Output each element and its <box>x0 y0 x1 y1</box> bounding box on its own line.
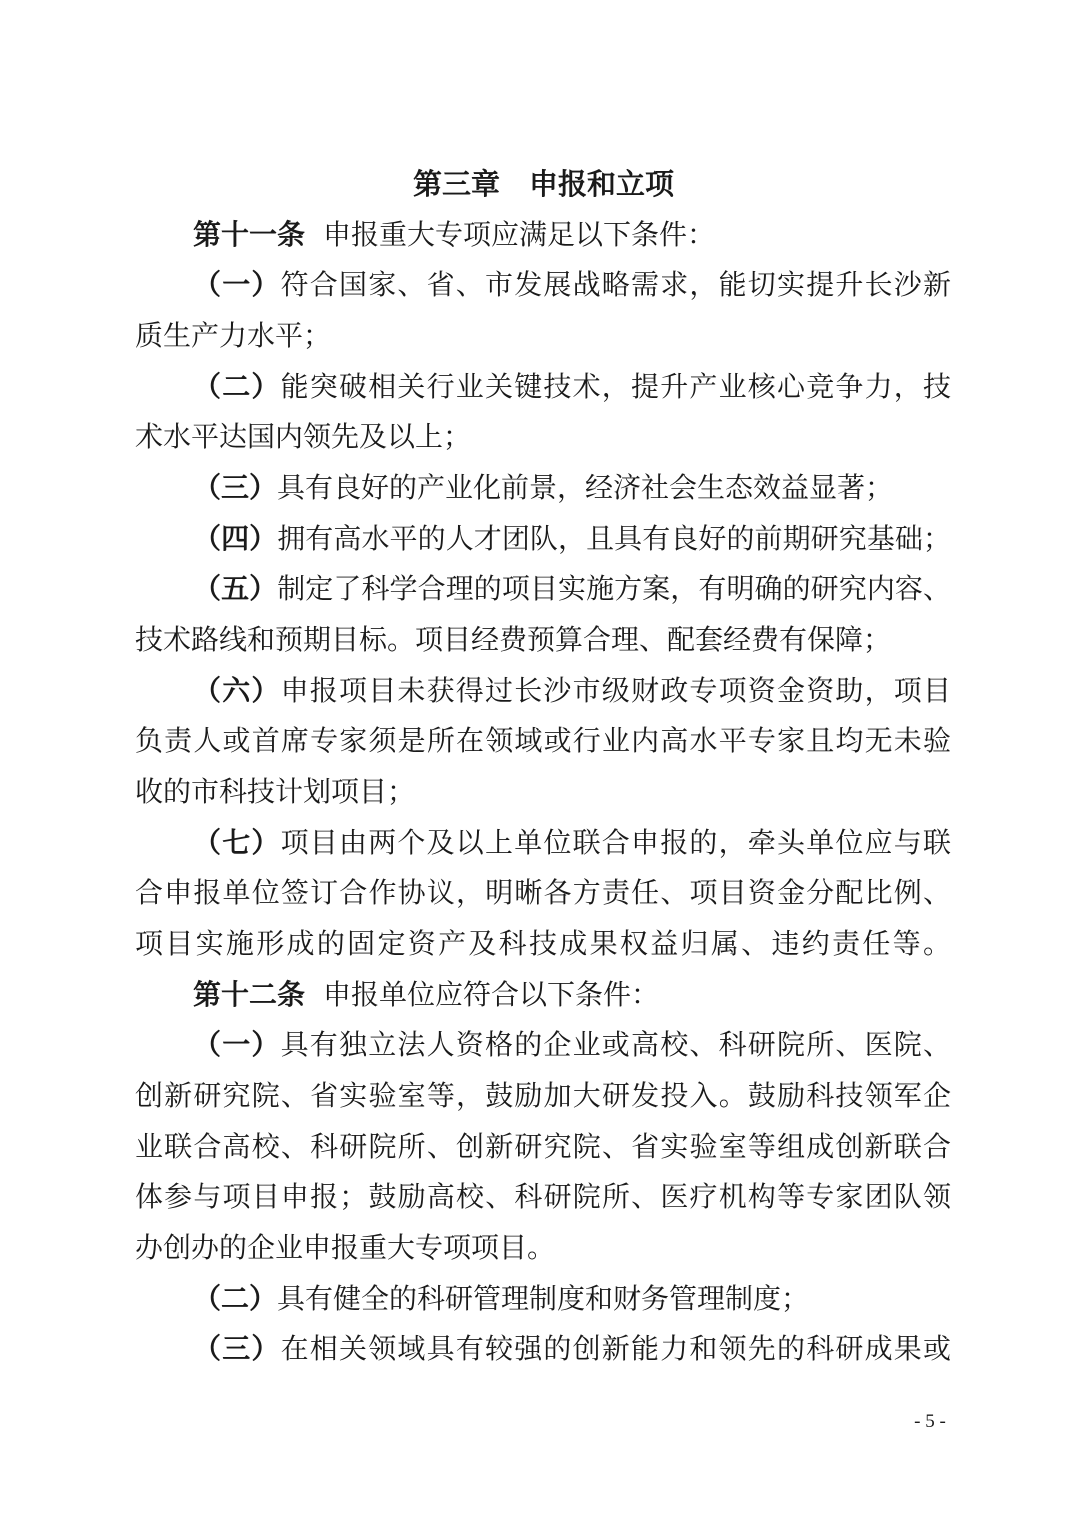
article-12-item-1-line-4: 体参与项目申报；鼓励高校、科研院所、医疗机构等专家团队领 <box>135 1180 951 1213</box>
article-12-item-2: （二）具有健全的科研管理制度和财务管理制度； <box>193 1282 810 1315</box>
chapter-title: 第三章 申报和立项 <box>412 167 674 201</box>
article-11-item-4: （四）拥有高水平的人才团队，且具有良好的前期研究基础； <box>193 522 951 555</box>
article-11-item-6-line-2: 负责人或首席专家须是所在领域或行业内高水平专家且均无未验 <box>135 724 951 757</box>
article-11-item-7-line-1: （七）项目由两个及以上单位联合申报的，牵头单位应与联 <box>193 826 951 859</box>
article-11-item-7-line-3: 项目实施形成的固定资产及科技成果权益归属、违约责任等。 <box>135 927 951 960</box>
item-number: （三） <box>193 471 278 504</box>
article-11-item-5-line-1: （五）制定了科学合理的项目实施方案，有明确的研究内容、 <box>193 572 951 605</box>
article-11-item-1-line-1: （一）符合国家、省、市发展战略需求，能切实提升长沙新 <box>193 268 951 301</box>
item-number: （一） <box>193 1028 281 1061</box>
item-number: （六） <box>193 674 281 707</box>
article-12-heading <box>193 975 951 1015</box>
item-number: （二） <box>193 1282 278 1315</box>
article-11-intro: 申报重大专项应满足以下条件： <box>323 218 716 251</box>
article-12-item-1-line-2: 创新研究院、省实验室等，鼓励加大研发投入。鼓励科技领军企 <box>135 1079 951 1112</box>
article-11-item-7-line-2: 合申报单位签订合作协议，明晰各方责任、项目资金分配比例、 <box>135 876 951 909</box>
article-11-item-1-line-2: 质生产力水平； <box>135 319 332 352</box>
page-number: - 5 - <box>914 1411 946 1432</box>
item-number: （三） <box>193 1332 281 1365</box>
item-number: （五） <box>193 572 278 605</box>
article-11-item-6-line-3: 收的市科技计划项目； <box>135 775 416 808</box>
article-11-item-3: （三）具有良好的产业化前景，经济社会生态效益显著； <box>193 471 894 504</box>
article-12-intro: 申报单位应符合以下条件： <box>323 978 660 1011</box>
article-11-label: 第十一条 <box>193 218 306 251</box>
article-12-item-1-line-5: 办创办的企业申报重大专项项目。 <box>135 1231 556 1264</box>
item-number: （四） <box>193 522 278 555</box>
item-number: （二） <box>193 370 281 403</box>
article-11-item-2-line-1: （二）能突破相关行业关键技术，提升产业核心竞争力，技 <box>193 370 951 403</box>
article-11-item-2-line-2: 术水平达国内领先及以上； <box>135 420 472 453</box>
article-11-item-5-line-2: 技术路线和预期目标。项目经费预算合理、配套经费有保障； <box>135 623 892 656</box>
article-11-heading <box>193 215 951 255</box>
article-12-label: 第十二条 <box>193 978 306 1011</box>
item-number: （七） <box>193 826 281 859</box>
article-12-item-1-line-1: （一）具有独立法人资格的企业或高校、科研院所、医院、 <box>193 1028 951 1061</box>
item-number: （一） <box>193 268 281 301</box>
article-12-item-1-line-3: 业联合高校、科研院所、创新研究院、省实验室等组成创新联合 <box>135 1130 951 1163</box>
article-12-item-3-line-1: （三）在相关领域具有较强的创新能力和领先的科研成果或 <box>193 1332 951 1365</box>
article-11-item-6-line-1: （六）申报项目未获得过长沙市级财政专项资金资助，项目 <box>193 674 951 707</box>
